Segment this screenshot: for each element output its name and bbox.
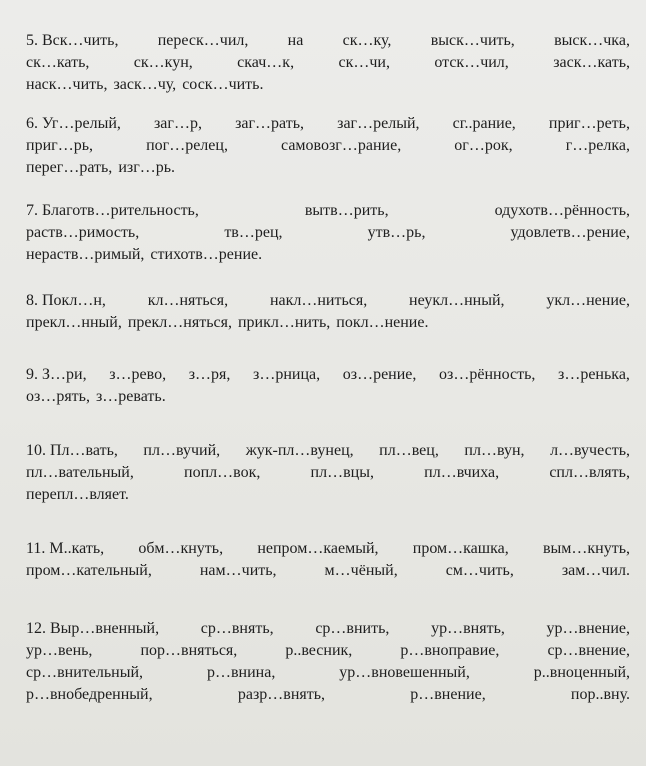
exercise-line xyxy=(26,52,630,74)
word: разр…внять, xyxy=(237,686,326,703)
word: ур…вень, xyxy=(26,642,93,659)
exercise-6 xyxy=(26,113,630,179)
word: пл…вучий, xyxy=(143,442,221,459)
word: перег…рать, xyxy=(26,159,113,176)
word: р..вноценный, xyxy=(533,664,630,681)
word: см…чить, xyxy=(445,562,514,579)
exercise-8 xyxy=(26,290,630,334)
word: з…ря, xyxy=(188,366,231,383)
word: Вск…чить, xyxy=(42,32,119,49)
word: оз…рение, xyxy=(342,366,417,383)
word: ур…внение, xyxy=(546,620,630,637)
exercise-line xyxy=(26,135,630,157)
exercise-line xyxy=(26,684,630,706)
word: перепл…вляет. xyxy=(26,486,129,503)
word: покл…нение. xyxy=(336,314,429,331)
exercise-lead xyxy=(26,538,104,560)
word: р…вноправие, xyxy=(400,642,500,659)
word: оз…рять, xyxy=(26,388,90,405)
word: выск…чить, xyxy=(430,32,515,49)
exercise-12 xyxy=(26,618,630,706)
exercise-lead xyxy=(26,200,199,222)
word: р..весник, xyxy=(285,642,353,659)
word: Уг…релый, xyxy=(42,115,121,132)
word: прекл…нный, xyxy=(26,314,122,331)
exercise-number: 6. xyxy=(26,115,38,132)
exercise-line xyxy=(26,462,630,484)
word: заг…релый, xyxy=(337,115,420,132)
word: ур…внять, xyxy=(431,620,505,637)
exercise-line xyxy=(26,386,630,408)
exercise-line xyxy=(26,640,630,662)
word: з…ренька, xyxy=(558,366,630,383)
word: ог…рок, xyxy=(454,137,513,154)
exercise-10 xyxy=(26,440,630,506)
word: з…рево, xyxy=(109,366,167,383)
exercise-line xyxy=(26,484,630,506)
exercise-line xyxy=(26,662,630,684)
word: непром…каемый, xyxy=(257,540,379,557)
word: сг..рание, xyxy=(452,115,516,132)
word: соск…чить. xyxy=(182,76,264,93)
word: одухотв…рённость, xyxy=(494,202,630,219)
exercise-lead xyxy=(26,440,118,462)
word: пл…вцы, xyxy=(310,464,374,481)
exercise-lead xyxy=(26,113,121,135)
word: пл…вчиха, xyxy=(424,464,500,481)
word: укл…нение, xyxy=(546,292,630,309)
exercise-number: 12. xyxy=(26,620,46,637)
word: ср…внить, xyxy=(315,620,390,637)
word: ср…внительный, xyxy=(26,664,144,681)
word: обм…кнуть, xyxy=(138,540,224,557)
word: зам…чил. xyxy=(561,562,630,579)
word: заг…рать, xyxy=(235,115,305,132)
word: р…внение, xyxy=(410,686,486,703)
word: М..кать, xyxy=(49,540,105,557)
word: приг…реть, xyxy=(548,115,630,132)
word: л…вучесть, xyxy=(550,442,630,459)
word: пром…кашка, xyxy=(412,540,509,557)
word: самовозг…рание, xyxy=(281,137,402,154)
word: ск…кать, xyxy=(26,54,90,71)
exercise-line xyxy=(26,157,630,179)
word: изг…рь. xyxy=(118,159,176,176)
word: пл…вун, xyxy=(464,442,525,459)
exercise-5 xyxy=(26,30,630,96)
word: пог…релец, xyxy=(146,137,228,154)
word: Выр…вненный, xyxy=(50,620,160,637)
word: стихотв…рение. xyxy=(150,246,263,263)
word: Пл…вать, xyxy=(50,442,118,459)
word: г…релка, xyxy=(565,137,630,154)
exercise-line xyxy=(26,244,630,266)
word: з…рница, xyxy=(253,366,321,383)
exercise-line xyxy=(26,74,630,96)
word: тв…рец, xyxy=(224,224,283,241)
word: спл…влять, xyxy=(549,464,630,481)
exercise-line xyxy=(26,312,630,334)
exercise-number: 8. xyxy=(26,292,38,309)
exercise-line xyxy=(26,290,630,312)
word: переск…чил, xyxy=(157,32,249,49)
exercise-line xyxy=(26,560,630,582)
word: прикл…нить, xyxy=(237,314,331,331)
word: ск…ку, xyxy=(342,32,392,49)
word: жук-пл…вунец, xyxy=(245,442,354,459)
word: ск…чи, xyxy=(338,54,390,71)
word: пор..вну. xyxy=(570,686,630,703)
exercise-lead xyxy=(26,618,159,640)
word: раств…римость, xyxy=(26,224,140,241)
word: нераств…римый, xyxy=(26,246,145,263)
word: ск…кун, xyxy=(133,54,193,71)
word: оз…рённость, xyxy=(439,366,536,383)
exercise-line xyxy=(26,222,630,244)
word: пор…вняться, xyxy=(140,642,238,659)
word: вым…кнуть, xyxy=(542,540,630,557)
exercise-lead xyxy=(26,364,87,386)
exercise-lead xyxy=(26,290,106,312)
exercise-number: 5. xyxy=(26,32,38,49)
word: отск…чил, xyxy=(434,54,509,71)
exercise-line xyxy=(26,30,630,52)
word: р…внобедренный, xyxy=(26,686,153,703)
word: заг…р, xyxy=(153,115,202,132)
word: пром…кательный, xyxy=(26,562,152,579)
word: вытв…рить, xyxy=(304,202,389,219)
word: на xyxy=(287,32,304,49)
word: Благотв…рительность, xyxy=(42,202,199,219)
word: з…ревать. xyxy=(95,388,166,405)
word: кл…няться, xyxy=(147,292,229,309)
word: неукл…нный, xyxy=(409,292,505,309)
exercise-11 xyxy=(26,538,630,582)
word: накл…ниться, xyxy=(269,292,368,309)
exercise-9 xyxy=(26,364,630,408)
word: заск…чу, xyxy=(113,76,177,93)
exercise-number: 9. xyxy=(26,366,38,383)
exercise-line xyxy=(26,200,630,222)
exercise-line xyxy=(26,113,630,135)
word: удовлетв…рение, xyxy=(510,224,630,241)
word: попл…вок, xyxy=(184,464,261,481)
exercise-number: 7. xyxy=(26,202,38,219)
word: пл…вательный, xyxy=(26,464,134,481)
word: ур…вновешенный, xyxy=(339,664,470,681)
exercise-line xyxy=(26,538,630,560)
word: ср…внять, xyxy=(200,620,274,637)
exercise-number: 10. xyxy=(26,442,46,459)
word: З…ри, xyxy=(42,366,87,383)
word: наск…чить, xyxy=(26,76,108,93)
word: скач…к, xyxy=(237,54,295,71)
exercise-lead xyxy=(26,30,118,52)
word: нам…чить, xyxy=(199,562,277,579)
word: ср…внение, xyxy=(547,642,630,659)
exercise-line xyxy=(26,364,630,386)
word: приг…рь, xyxy=(26,137,93,154)
word: пл…вец, xyxy=(379,442,439,459)
word: заск…кать, xyxy=(553,54,630,71)
word: Покл…н, xyxy=(42,292,106,309)
exercise-number: 11. xyxy=(26,540,46,557)
word: утв…рь, xyxy=(367,224,426,241)
exercise-line xyxy=(26,618,630,640)
word: р…внина, xyxy=(206,664,276,681)
exercise-line xyxy=(26,440,630,462)
word: выск…чка, xyxy=(554,32,630,49)
word: прекл…няться, xyxy=(127,314,232,331)
word: м…чёный, xyxy=(324,562,398,579)
exercise-7 xyxy=(26,200,630,266)
